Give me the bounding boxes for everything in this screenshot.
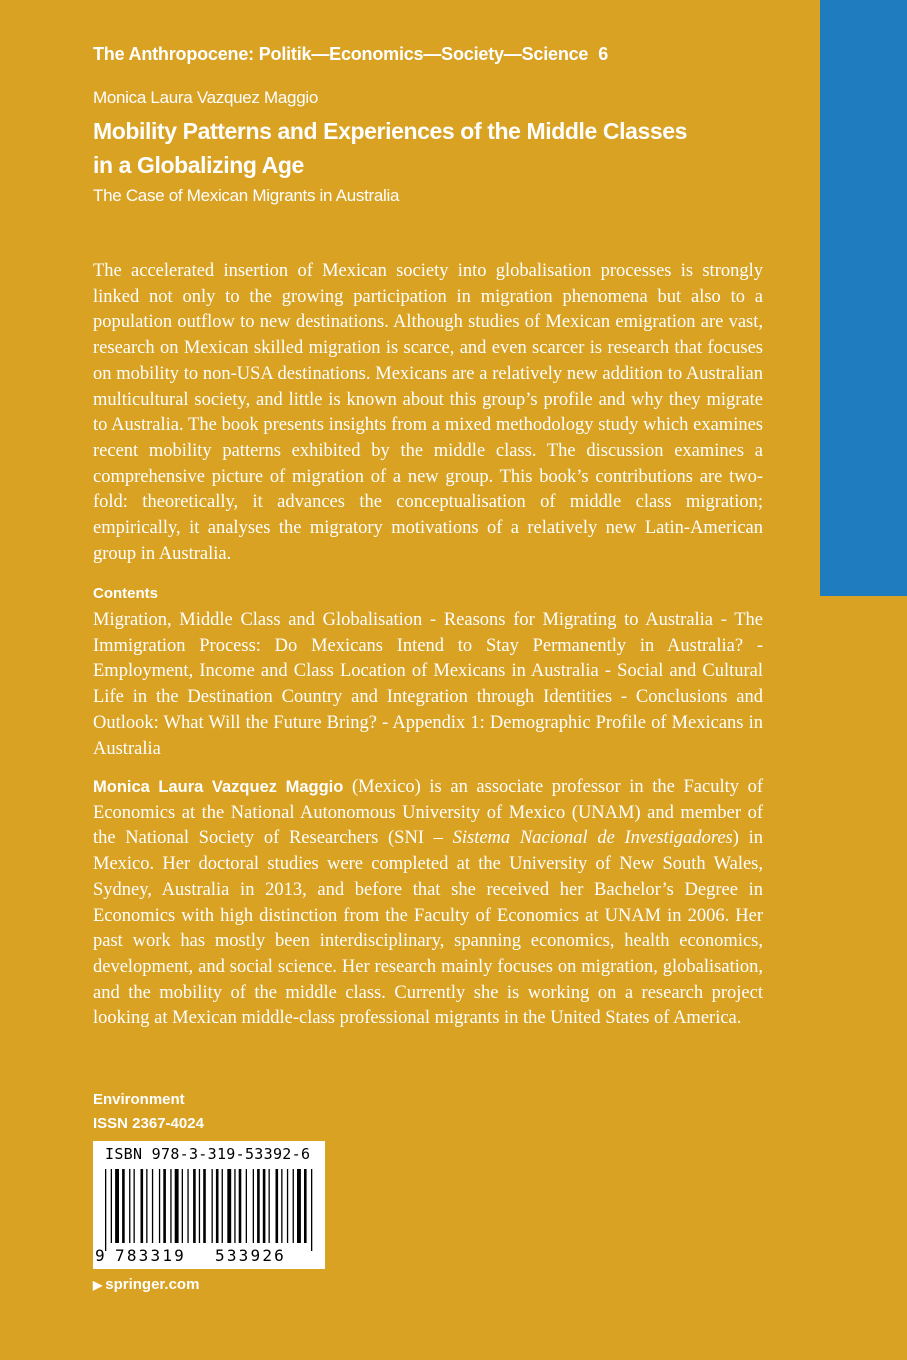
issn: ISSN 2367-4024 (93, 1115, 204, 1132)
barcode-bar (287, 1169, 288, 1243)
barcode-bar (163, 1169, 166, 1243)
bio-author-name: Monica Laura Vazquez Maggio (93, 778, 344, 796)
barcode-bar (239, 1169, 242, 1243)
barcode-bar (111, 1169, 112, 1243)
barcode-bar (293, 1169, 294, 1243)
barcode-digits-right: 533926 (215, 1246, 286, 1265)
barcode-bar (297, 1169, 301, 1243)
barcode-bar (276, 1169, 279, 1243)
series-line (93, 44, 608, 65)
barcode-bar (141, 1169, 144, 1243)
barcode-bar (193, 1169, 196, 1243)
barcode-bars (93, 1141, 325, 1269)
barcode-bar (263, 1169, 266, 1243)
barcode-bar (222, 1169, 223, 1243)
barcode-bar (115, 1169, 119, 1243)
series-volume: 6 (598, 44, 609, 64)
blurb-paragraph: The accelerated insertion of Mexican society into globalisation processes is strongly linked not only to the growing participation in migration phenomena but also to a population outflow to new destinations. Although studies of Mexican emigration are vast, research on Mexican skilled migration is scarce, and even scarcer is research that focuses on mobility to non-USA destinations. Mexicans are a relatively new addition to Australian multicultural society, and little is known about this group’s profile and why they migrate to Australia. The book presents insights from a mixed methodology study which examines recent mobility patterns exhibited by the middle class. The discussion examines a comprehensive picture of migration of a new group. This book’s contributions are two-fold: theoretically, it advances the conceptualisation of middle class migration; empirically, it analyses the migratory motivations of a relatively new Latin-American group in Australia. (93, 261, 763, 564)
isbn-barcode (93, 1141, 325, 1269)
color-band (820, 0, 907, 596)
series-title: The Anthropocene: Politik—Economics—Society—Science (93, 44, 589, 64)
arrow-right-icon: ▶ (93, 1278, 103, 1292)
book-title (93, 114, 793, 182)
title-line-1: Mobility Patterns and Experiences of the Middle Classes (93, 118, 688, 144)
barcode-bar (146, 1169, 147, 1243)
author-name: Monica Laura Vazquez Maggio (93, 88, 319, 107)
barcode-bar (212, 1169, 213, 1243)
barcode-bar (199, 1169, 200, 1243)
barcode-bar (122, 1169, 125, 1243)
barcode-bar (203, 1169, 206, 1243)
barcode-bar (269, 1169, 270, 1243)
barcode-bar (253, 1169, 254, 1243)
bio-text-a: (Mexico) is an associate professor in the Faculty of Economics at the National Autonomous University of Mexico (UNAM) and member of the National Society of Researchers (SNI – (93, 777, 763, 849)
barcode-digit-first: 9 (95, 1246, 105, 1265)
barcode-bar (170, 1169, 171, 1243)
barcode-bar (182, 1169, 183, 1243)
publisher-link[interactable] (93, 1276, 199, 1293)
contents-paragraph: Migration, Middle Class and Globalisation - Reasons for Migrating to Australia - The Immigration Process: Do Mexicans Intend to Stay Permanently in Australia? - Employment, Income and Class Location of Mexicans in Australia - Social and Cultural Life in the Destination Country and Integration through Identities - Conclusions and Outlook: What Will the Future Bring? - Appendix 1: Demographic Profile of Mexicans in Australia (93, 610, 763, 759)
barcode-bar (175, 1169, 179, 1243)
barcode-bar (311, 1169, 312, 1251)
bio-italic: Sistema Nacional de Investigadores (452, 828, 733, 849)
barcode-digits-left: 783319 (115, 1246, 186, 1265)
isbn-label: ISBN 978-3-319-53392-6 (105, 1145, 311, 1163)
title-line-2: in a Globalizing Age (93, 152, 304, 178)
barcode-bar (216, 1169, 219, 1243)
barcode-bar (234, 1169, 235, 1243)
book-subtitle: The Case of Mexican Migrants in Australia (93, 186, 400, 205)
bio-text-b: ) in Mexico. Her doctoral studies were completed at the University of New South Wales, Sydney, Australia in 2013, and before that she received her Bachelor’s Degree in Economics with high distinction from the Faculty of Economics at UNAM in 2006. Her past work has mostly been interdisciplinary, spanning economics, health economics, development, and social science. Her research mainly focuses on migration, globalisation, and the mobility of the middle class. Currently she is working on a research project looking at Mexican middle-class professional migrants in the United States of America. (93, 828, 763, 1029)
barcode-bar (227, 1169, 231, 1243)
barcode-bar (152, 1169, 153, 1243)
barcode-bar (281, 1169, 282, 1243)
barcode-bar (257, 1169, 260, 1243)
barcode-bar (159, 1169, 160, 1243)
contents-heading: Contents (93, 585, 158, 602)
barcode-bar (187, 1169, 188, 1243)
barcode-bar (129, 1169, 130, 1243)
subject-category: Environment (93, 1091, 185, 1108)
barcode-bar (304, 1169, 307, 1243)
publisher-url: springer.com (105, 1276, 200, 1293)
barcode-bar (246, 1169, 247, 1243)
barcode-bar (134, 1169, 135, 1243)
author-bio (93, 775, 763, 1032)
barcode-bar (105, 1169, 106, 1251)
